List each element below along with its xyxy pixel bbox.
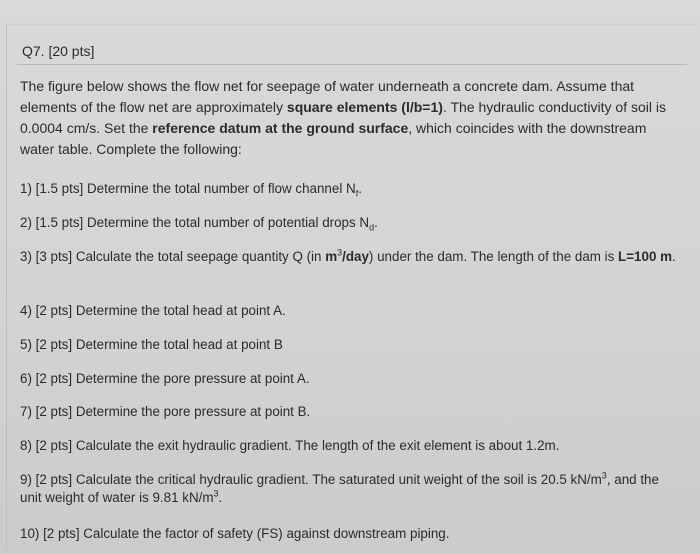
question-3-bold-1: m: [325, 249, 338, 264]
intro-text-1: The figure below shows the flow net for seepage of water underneath a concrete dam. Assume that elements of the flow net are approximately: [20, 78, 635, 115]
question-9: [20, 471, 680, 507]
question-3-text-2: ) under the dam. The length of the dam is: [368, 249, 619, 264]
question-9-text-2: , and the unit weight of water is 9.81 kN/m: [20, 472, 659, 505]
question-3-bold-3: L=100 m: [618, 249, 673, 264]
problem-statement: [20, 76, 680, 160]
question-3-text-3: .: [672, 249, 676, 264]
question-3-text-1: 3) [3 pts] Calculate the total seepage quantity Q (in: [20, 249, 326, 264]
question-2-tail: .: [374, 215, 378, 230]
intro-text-2: . The hydraulic conductivity of soil is 0.0004 cm/s. Set the: [20, 99, 667, 136]
question-1-text: 1) [1.5 pts] Determine the total number of flow channel N: [20, 181, 356, 196]
divider: [17, 64, 687, 65]
question-3-sup: 3: [337, 247, 343, 258]
question-2-text: 2) [1.5 pts] Determine the total number of potential drops N: [20, 215, 370, 230]
question-5: 5) [2 pts] Determine the total head at point B: [20, 337, 283, 352]
question-9-text-1: 9) [2 pts] Calculate the critical hydraulic gradient. The saturated unit weight of the soil is 20.5 kN/m: [20, 472, 602, 487]
question-9-text-3: .: [218, 490, 223, 505]
intro-text-3: , which coincides with the downstream water table. Complete the following:: [20, 120, 647, 157]
question-9-sup-2: 3: [213, 488, 219, 499]
question-1: [20, 180, 680, 198]
question-6: 6) [2 pts] Determine the pore pressure at point A.: [20, 371, 310, 386]
intro-bold-2: reference datum at the ground surface: [152, 120, 409, 136]
question-title: Q7. [20 pts]: [22, 43, 95, 59]
question-3-bold-2: /day: [342, 249, 369, 264]
question-10: 10) [2 pts] Calculate the factor of safety (FS) against downstream piping.: [20, 526, 450, 541]
question-9-sup-1: 3: [601, 470, 607, 481]
question-7: 7) [2 pts] Determine the pore pressure at point B.: [20, 404, 311, 419]
question-1-tail: .: [358, 181, 362, 196]
question-2: [20, 214, 680, 232]
question-1-sub: f: [355, 188, 359, 199]
question-8: 8) [2 pts] Calculate the exit hydraulic gradient. The length of the exit element is about 1.2m.: [20, 438, 560, 453]
intro-bold-1: square elements (l/b=1): [286, 99, 443, 115]
question-3: [20, 248, 680, 266]
question-4: 4) [2 pts] Determine the total head at point A.: [20, 303, 286, 318]
question-2-sub: d: [369, 222, 375, 233]
